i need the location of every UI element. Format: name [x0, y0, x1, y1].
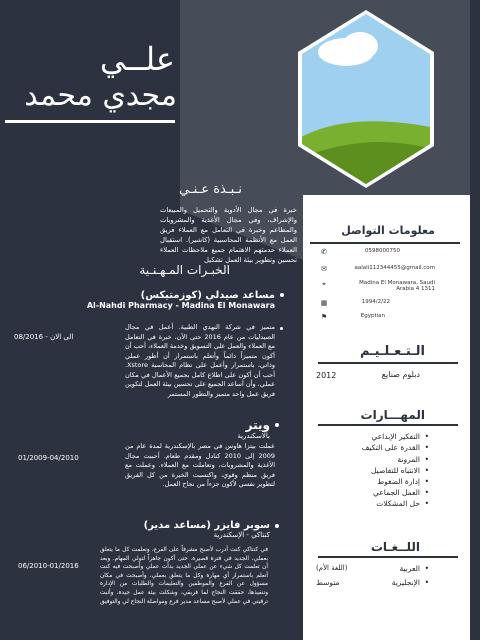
languages-title: اللــغـات — [370, 540, 420, 554]
contact-email — [320, 265, 455, 275]
contact-text: aalali112344455@gmail.com — [354, 265, 435, 271]
full-name: مجدي محمد — [24, 78, 177, 113]
education-rule — [318, 362, 458, 364]
education-title: الـتـعـلـيـم — [359, 344, 425, 359]
languages-rule — [318, 556, 458, 558]
profile-photo — [296, 10, 436, 188]
contact-address — [320, 280, 455, 296]
contact-text: Egyptian — [360, 313, 385, 319]
contact-nationality — [320, 313, 455, 323]
about-text: خبرة في مجال الأدوية والتحميل والمبيعات والإشراف، وفي مجال الأغذية والمشروبات والمطاعم وخبرة في التعامل مع العملاء فريق العمل مع الأنظمة المحاسبية (كاشير). استقبال العملاء حدمتهم الاهتمام جميع ملاحظات العملاء تحسين وتطوير بيئة العمل تشكيل — [160, 206, 297, 264]
first-name: علــي — [99, 40, 175, 78]
contact-title: معلومات التواصل — [341, 224, 435, 237]
skill-item: • الانتباه للتفاصيل — [371, 466, 420, 475]
job-3 — [120, 520, 270, 539]
job-1-desc-wrap — [125, 323, 275, 399]
skills-title: المهـــارات — [360, 408, 425, 422]
phone-icon: ✆ — [321, 248, 327, 256]
language-name: • العربية — [400, 564, 421, 573]
job-company: بالاسكندرية — [237, 432, 270, 440]
about-title: نـبـذة عـنـي — [178, 182, 242, 197]
job-description: عملت بيتزا هاوس في مصر بالإسكندرية لمدة عام من 2009 إلى 2010 كنادل ومقدم طعام. أحببت مجال الأغذية والمشروبات، وتعاملت مع العملاء. وعملت مع فريق منظم وقوي، واكتسبت الخبرة من كل الفريق لتطوير نفسي لأكون جزءاً من نجاح العمل. — [125, 442, 275, 488]
flag-icon: ⚑ — [320, 313, 328, 321]
contact-birthdate — [320, 299, 455, 309]
job-2 — [190, 418, 270, 440]
mail-icon: ✉ — [321, 265, 327, 273]
job-3-desc-wrap — [100, 546, 268, 606]
contact-phone — [320, 248, 455, 258]
job-date: 08/2016 - الى الان — [14, 333, 74, 341]
job-description: في كنتاكي كنت أدرب لأصبح مشرفاً على الفرع، وتعلمت كل ما يتعلق بعملي، الجديد في فترة قصيرة. حتى أكون جاهزاً لتولي المهام. وبعد أن تعلمت كل شيء عن عملي الجديد بدأت عملي وأصبحت فيه كنت أتعلم باستمرار أي مهارة وكل ما يتعلق بعملي، وأصبحت في مكان مسؤول عن الفرع والموظفين والتعليمات والطلبات من الإدارة وتنفيذها، حققت النجاح لما فريقي، وشكلت بيئة عمل جيدة، وأثبت ترقيتي في عملي لأصبح مساعد مدير فرع ومواصلة النجاح لي والتوفيق — [100, 547, 268, 605]
right-edge — [470, 0, 480, 640]
job-title: سوبر فايزر (مساعد مدير) — [143, 520, 270, 531]
contact-text: 1994/2/22 — [361, 299, 390, 305]
skill-item: • التفكير الإبداعي — [371, 432, 420, 441]
skill-item: • القدرة على التكيف — [362, 443, 420, 452]
job-bullet — [275, 423, 279, 427]
job-bullet — [280, 293, 284, 297]
skill-item: • إدارة الضغوط — [377, 477, 420, 486]
contact-rule — [310, 242, 460, 244]
skill-item: • حل المشكلات — [376, 499, 420, 508]
job-company: كنتاكي - الإسكندرية — [213, 531, 270, 539]
calendar-icon: ▦ — [320, 299, 328, 307]
desc-bullet — [280, 327, 283, 330]
experience-title: الخبـرات المـهـنـية — [139, 263, 230, 277]
education-year: 2012 — [316, 371, 337, 380]
skill-item: • المرونة — [397, 455, 420, 464]
job-1 — [75, 290, 275, 310]
job-company: Al-Nahdi Pharmacy - Madina El Monawara — [86, 301, 275, 310]
job-date: 06/2010-01/2016 — [18, 562, 79, 570]
job-date: 01/2009-04/2010 — [18, 454, 79, 462]
language-level: متوسط — [316, 578, 340, 587]
job-description: متميز في شركة النهدي الطبية. أعمل في مجال الصيدليات من عام 2016 حتى الآن، خبرة في التعامل مع العملاء والعمل على التسويق وخدمة العملاء، أحب أن أكون متميزاً دائماً وأتعلم باستمرار أن أطور عملي وذاتي، باستمرار وأعمل على نظام المحاسبة Xstore. أحب أن أكون على اطلاع كامل بجميع الأعمال في مكان عملي، وأن أساعد الجميع على تحسين بيئة العمل لتكوين فريق عمل واحد متميز والتطور المستمر — [125, 323, 275, 398]
skills-rule — [318, 424, 458, 426]
language-level: (اللغة الأم) — [316, 564, 348, 572]
contact-text: Madina El Monawara, Saudi Arabia 4 1311 — [359, 280, 435, 292]
contact-text: 0598000750 — [365, 248, 400, 254]
location-icon: ⌖ — [322, 280, 326, 288]
job-title: ويتر — [245, 418, 270, 432]
education-degree: دبلوم صنايع — [381, 370, 420, 379]
job-title: مساعد صيدلي (كوزمتيكس) — [140, 290, 275, 301]
job-2-desc-wrap — [125, 442, 275, 490]
language-name: • الإنجليزية — [392, 578, 420, 587]
job-bullet — [275, 524, 279, 528]
skill-item: • العمل الجماعي — [373, 488, 420, 497]
name-underline — [5, 120, 175, 123]
